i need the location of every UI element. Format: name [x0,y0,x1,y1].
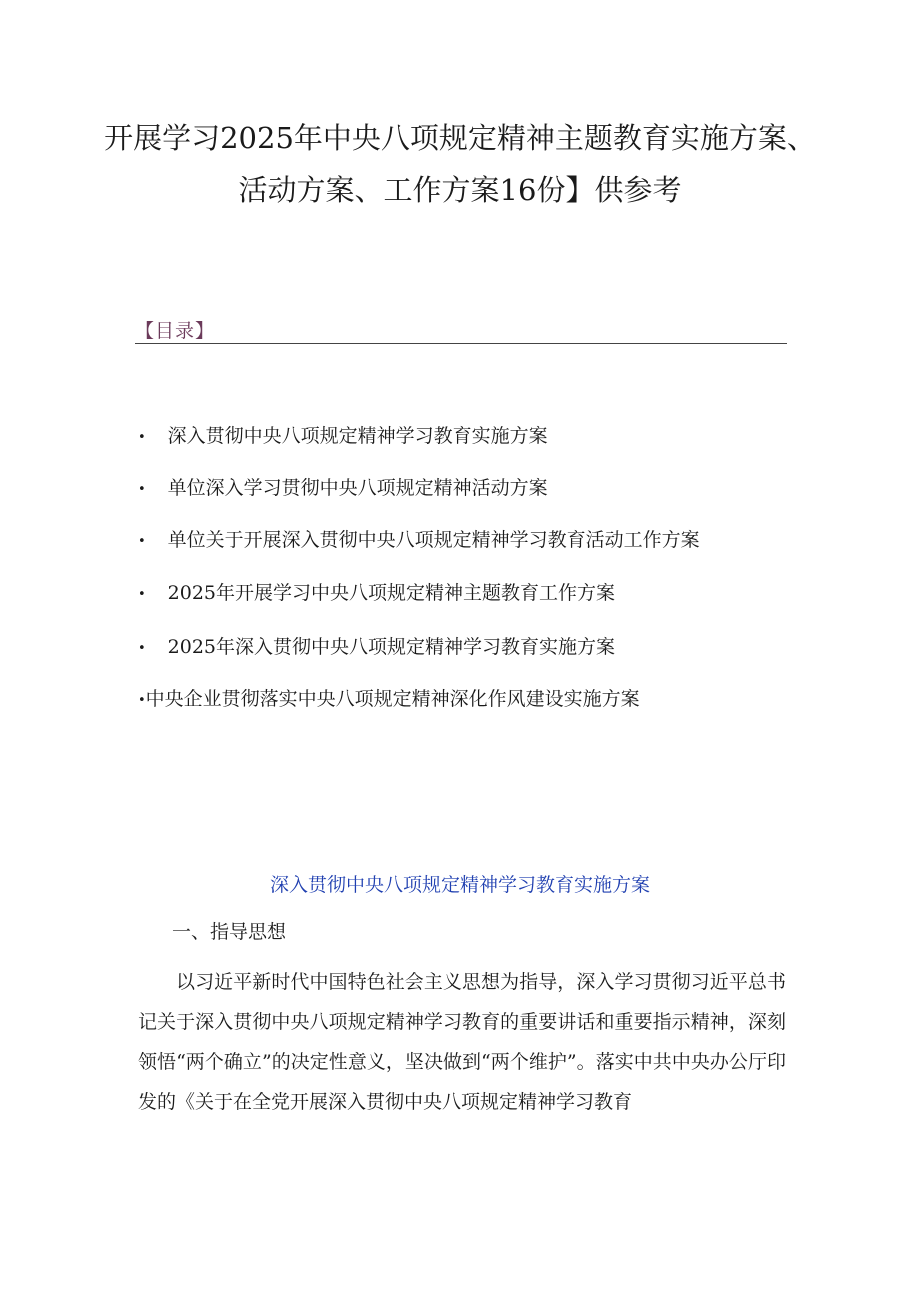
toc-item-label: 中央企业贯彻落实中央八项规定精神深化作风建设实施方案 [145,688,640,710]
toc-item[interactable] [138,632,615,659]
toc-heading: 【目录】 [135,320,216,342]
bullet-icon: • [138,640,146,656]
toc-item[interactable] [138,421,548,448]
section-title: 深入贯彻中央八项规定精神学习教育实施方案 [269,874,650,896]
bullet-icon: • [138,692,146,708]
toc-divider [135,343,787,344]
toc-item-label: 单位关于开展深入贯彻中央八项规定精神学习教育活动工作方案 [167,529,700,551]
toc-item-label: 单位深入学习贯彻中央八项规定精神活动方案 [167,477,548,499]
section-heading: 一、指导思想 [172,921,287,943]
toc-item[interactable] [138,684,640,711]
toc-item[interactable] [138,473,548,500]
toc-item-label: 2025年深入贯彻中央八项规定精神学习教育实施方案 [167,636,616,658]
bullet-icon: • [138,533,146,549]
bullet-icon: • [138,586,146,602]
body-paragraph: 以习近平新时代中国特色社会主义思想为指导，深入学习贯彻习近平总书记关于深入贯彻中央八项规定精神学习教育的重要讲话和重要指示精神，深刻领悟“两个确立”的决定性意义，坚决做到“两个维护”。落实中共中央办公厅印发的《关于在全党开展深入贯彻中央八项规定精神学习教育 [138,971,786,1113]
toc-item[interactable] [138,525,700,552]
toc-item-label: 深入贯彻中央八项规定精神学习教育实施方案 [167,425,548,447]
bullet-icon: • [138,481,146,497]
bullet-icon: • [138,429,146,445]
toc-item-label: 2025年开展学习中央八项规定精神主题教育工作方案 [167,582,616,604]
document-title: 开展学习2025年中央八项规定精神主题教育实施方案、活动方案、工作方案16份】供参考 [104,121,816,207]
toc-item[interactable] [138,578,615,605]
